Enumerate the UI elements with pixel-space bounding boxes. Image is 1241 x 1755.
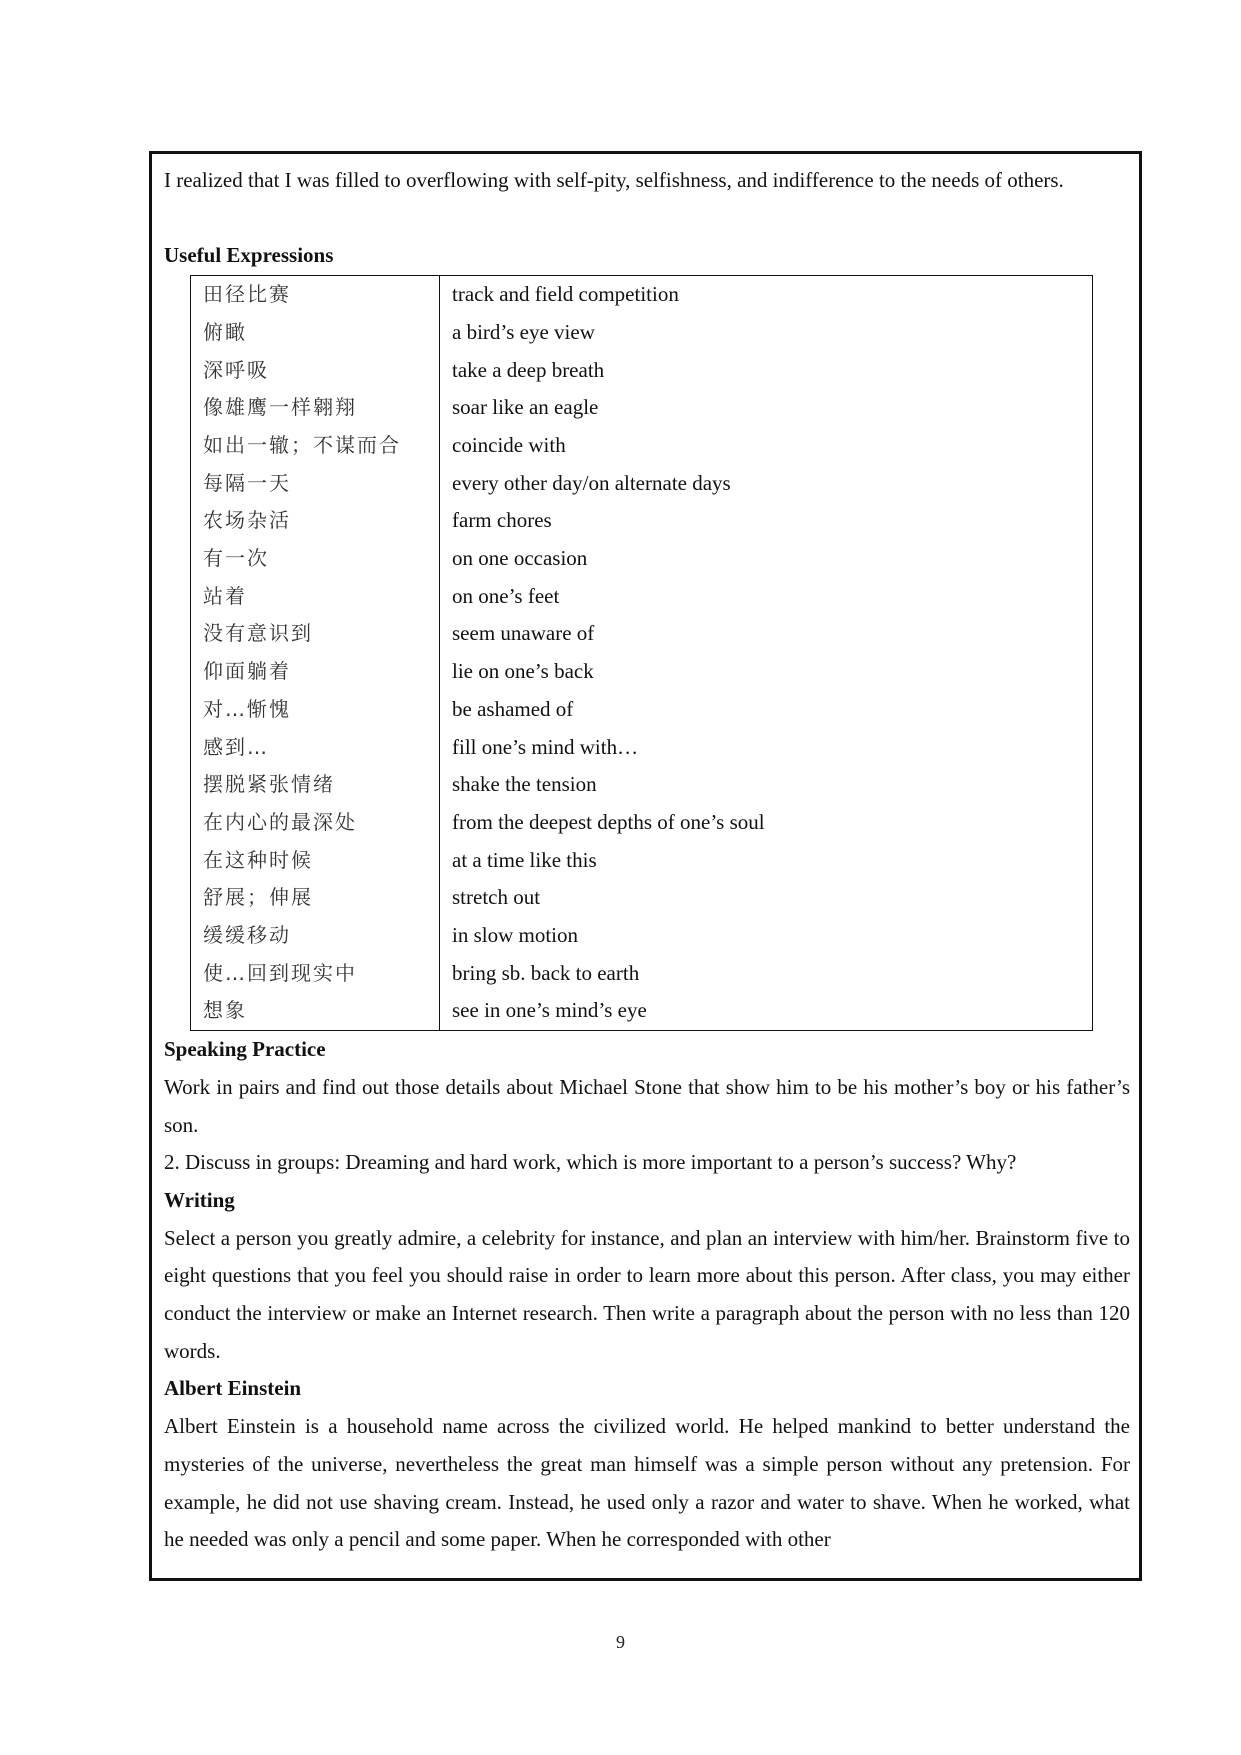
expression-english: see in one’s mind’s eye (452, 998, 647, 1023)
expression-row (191, 653, 1093, 691)
expression-row (191, 879, 1093, 917)
expression-row (191, 578, 1093, 616)
expression-row (191, 352, 1093, 390)
expression-row (191, 502, 1093, 540)
speaking-item-1: Work in pairs and find out those details about Michael Stone that show him to be his mother’s boy or his father’s son. (164, 1074, 1130, 1137)
useful-expressions-table (190, 275, 1093, 1031)
expression-chinese: 深呼吸 (191, 352, 440, 390)
expression-english: take a deep breath (452, 357, 605, 382)
expression-chinese: 农场杂活 (191, 502, 440, 540)
expression-row (191, 766, 1093, 804)
expression-english: from the deepest depths of one’s soul (452, 809, 765, 834)
expression-english: at a time like this (452, 847, 597, 872)
expression-row (191, 427, 1093, 465)
expression-english: fill one’s mind with… (452, 734, 639, 759)
expression-chinese: 俯瞰 (191, 314, 440, 352)
paragraph-gap (164, 200, 1130, 238)
expression-english: stretch out (452, 885, 541, 910)
expression-english: seem unaware of (452, 621, 595, 646)
expression-english: on one occasion (452, 546, 588, 571)
expression-row (191, 276, 1093, 314)
expression-english: shake the tension (452, 772, 597, 797)
expression-english: soar like an eagle (452, 395, 599, 420)
expression-row (191, 465, 1093, 503)
expression-english: be ashamed of (452, 696, 574, 721)
useful-expressions-heading: Useful Expressions (164, 243, 334, 268)
content-body (164, 162, 1130, 1559)
speaking-practice-heading: Speaking Practice (164, 1037, 326, 1062)
expression-chinese: 对…惭愧 (191, 691, 440, 729)
expression-chinese: 没有意识到 (191, 615, 440, 653)
expression-chinese: 像雄鹰一样翱翔 (191, 389, 440, 427)
expression-chinese: 站着 (191, 578, 440, 616)
expression-chinese: 想象 (191, 992, 440, 1030)
speaking-item-2: 2. Discuss in groups: Dreaming and hard work, which is more important to a person’s success? Why? (164, 1150, 1017, 1175)
expression-row (191, 955, 1093, 993)
expression-row (191, 540, 1093, 578)
intro-paragraph: I realized that I was filled to overflowing with self-pity, selfishness, and indifference to the needs of others. (164, 168, 1064, 192)
expression-row (191, 992, 1093, 1030)
expression-row (191, 389, 1093, 427)
expression-chinese: 在内心的最深处 (191, 804, 440, 842)
expression-chinese: 每隔一天 (191, 465, 440, 503)
expression-english: on one’s feet (452, 583, 560, 608)
expression-chinese: 摆脱紧张情绪 (191, 766, 440, 804)
expression-row (191, 729, 1093, 767)
expression-chinese: 使…回到现实中 (191, 955, 440, 993)
expression-row (191, 615, 1093, 653)
expression-row (191, 917, 1093, 955)
useful-expressions-table-body (191, 276, 1093, 1031)
writing-heading: Writing (164, 1187, 235, 1212)
expression-chinese: 田径比赛 (191, 276, 440, 314)
expression-chinese: 仰面躺着 (191, 653, 440, 691)
page-number: 9 (616, 1632, 625, 1652)
expression-chinese: 舒展；伸展 (191, 879, 440, 917)
expression-row (191, 804, 1093, 842)
einstein-heading: Albert Einstein (164, 1376, 302, 1401)
expression-english: a bird’s eye view (452, 319, 595, 344)
expression-chinese: 如出一辙；不谋而合 (191, 427, 440, 465)
expression-chinese: 缓缓移动 (191, 917, 440, 955)
expression-row (191, 842, 1093, 880)
expression-chinese: 在这种时候 (191, 842, 440, 880)
writing-paragraph: Select a person you greatly admire, a celebrity for instance, and plan an interview with him/her. Brainstorm five to eight questions that you feel you should raise in order to learn more about this person. After class, you may either conduct the interview or make an Internet research. Then write a paragraph about the person with no less than 120 words. (164, 1225, 1130, 1363)
content-frame (149, 151, 1142, 1581)
expression-english: farm chores (452, 508, 552, 533)
expression-english: bring sb. back to earth (452, 960, 640, 985)
expression-chinese: 感到… (191, 729, 440, 767)
expression-english: in slow motion (452, 923, 579, 948)
expression-english: lie on one’s back (452, 659, 594, 684)
expression-english: coincide with (452, 432, 566, 457)
expression-english: track and field competition (452, 282, 679, 307)
expression-chinese: 有一次 (191, 540, 440, 578)
expression-english: every other day/on alternate days (452, 470, 731, 495)
expression-row (191, 314, 1093, 352)
expression-row (191, 691, 1093, 729)
einstein-paragraph: Albert Einstein is a household name across the civilized world. He helped mankind to better understand the mysteries of the universe, nevertheless the great man himself was a simple person without any pretension. For example, he did not use shaving cream. Instead, he used only a razor and water to shave. When he worked, what he needed was only a pencil and some paper. When he corresponded with other (164, 1414, 1130, 1552)
